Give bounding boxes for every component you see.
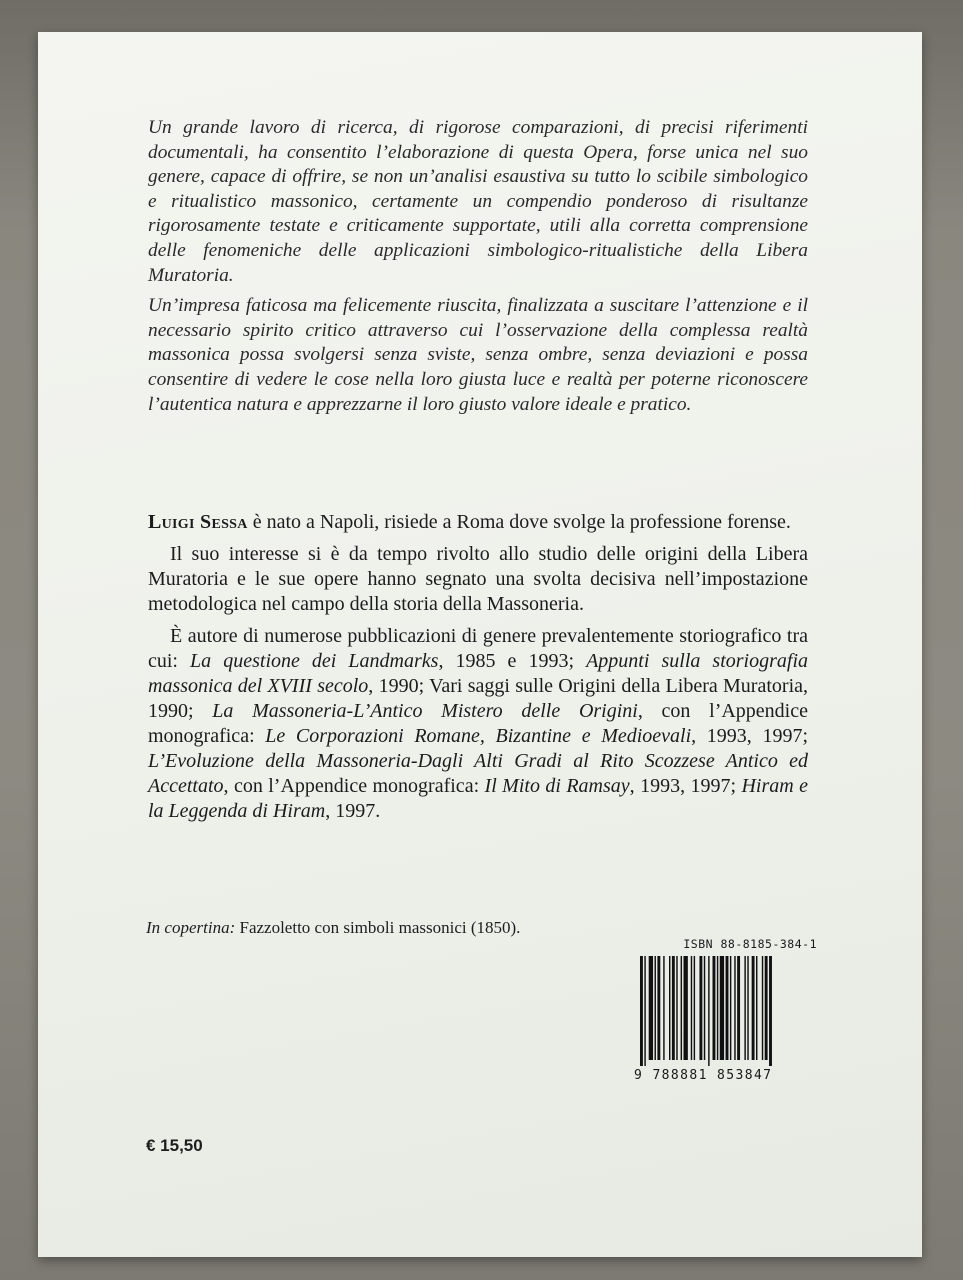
cover-credit-label: In copertina: [146, 918, 236, 937]
blurb-paragraph-1: Un grande lavoro di ricerca, di rigorose comparazioni, di precisi riferimenti documentali, ha consentito l’elaborazione di questa Opera, forse unica nel suo genere, capace di offrire, se non un’analisi esaustiva su tutto lo scibile simbologico e ritualistico massonico, certamente un compendio ponderoso di risultanze rigorosamente testate e criticamente supportate, utili alla corretta comprensione delle fenomeniche delle applicazioni simbologico-ritualistiche della Libera Muratoria. [148, 117, 808, 286]
author-name: Luigi Sessa [148, 511, 248, 533]
bio-p3-run: , con l’Appendice monografica: [223, 775, 485, 797]
bio-paragraph-3 [148, 624, 808, 824]
bio-p3-run: , con l’Appendice monografica: [148, 700, 808, 747]
blurb-text [148, 116, 808, 423]
price-label: € 15,50 [146, 1136, 203, 1155]
bio-intro: è nato a Napoli, risiede a Roma dove svolge la professione forense. [247, 511, 791, 533]
bio-p3-run: L’Evoluzione della Massoneria-Dagli Alti Gradi al Rito Scozzese Antico ed Accettato [148, 750, 808, 797]
isbn-label: ISBN 88-8185-384-1 [683, 937, 817, 951]
bio-p3-run: È autore di numerose pubblicazioni di genere prevalentemente storiografico tra cui: [148, 625, 808, 672]
blurb-paragraph-2: Un’impresa faticosa ma felicemente riuscita, finalizzata a suscitare l’attenzione e il necessario spirito critico attraverso cui l’osservazione della complessa realtà massonica possa svolgersi senza sviste, senza ombre, senza deviazioni e possa consentire di vedere le cose nella loro giusta luce e realtà per poterne riconoscere l’autentica natura e apprezzarne il loro giusto valore ideale e pratico. [148, 295, 808, 415]
bio-p3-run: La questione dei Landmarks [190, 650, 439, 672]
bio-paragraph-2: Il suo interesse si è da tempo rivolto allo studio delle origini della Libera Muratoria e le sue opere hanno segnato una svolta decisiva nell’impostazione metodologica nel campo della storia della Massoneria. [148, 543, 808, 615]
bio-p3-run: , 1993, 1997; [629, 775, 742, 797]
bio-p3-run: Le Corporazioni Romane, Bizantine e Medioevali [265, 725, 692, 747]
author-bio [148, 510, 808, 831]
bio-p3-run: , 1993, 1997; [691, 725, 808, 747]
bio-p3-run: Hiram e la Leggenda di Hiram [148, 775, 809, 822]
bio-paragraph-1 [148, 510, 808, 535]
cover-credit-text: Fazzoletto con simboli massonici (1850). [235, 918, 521, 937]
book-back-cover [38, 32, 922, 1257]
bio-p3-run: , 1990; Vari saggi sulle Origini della Libera Muratoria, 1990; [148, 675, 808, 722]
bio-p3-run: La Massoneria-L’Antico Mistero delle Origini [212, 700, 638, 722]
ean-digits: 9 788881 853847 [634, 1068, 773, 1083]
barcode-icon [640, 956, 816, 1066]
bio-p3-run: , 1997. [325, 800, 381, 822]
bio-p3-run: , 1985 e 1993; [438, 650, 587, 672]
cover-credit [146, 918, 706, 938]
bio-p3-run: Il Mito di Ramsay [484, 775, 630, 797]
bio-p3-run: Appunti sulla storiografia massonica del XVIII secolo [148, 650, 809, 697]
